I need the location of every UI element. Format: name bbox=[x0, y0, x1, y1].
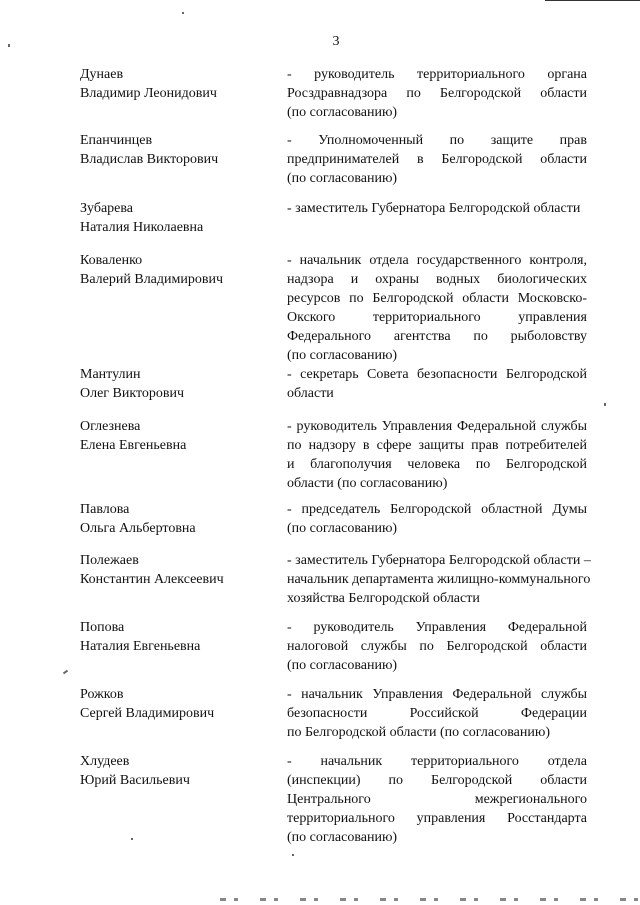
position-line: - начальник отдела государственного контроля, bbox=[287, 253, 587, 268]
member-given-names: Валерий Владимирович bbox=[80, 272, 224, 287]
member-position bbox=[287, 551, 591, 608]
member-surname: Коваленко bbox=[80, 253, 143, 268]
member-given-names: Юрий Васильевич bbox=[80, 773, 190, 788]
position-line: (по согласованию) bbox=[287, 348, 398, 363]
member-position bbox=[287, 251, 587, 365]
position-line: (инспекции) по Белгородской области bbox=[287, 773, 587, 788]
member-name bbox=[80, 752, 270, 790]
member-position bbox=[287, 199, 587, 218]
member-given-names: Владимир Леонидович bbox=[80, 86, 217, 101]
position-line: - руководитель территориального органа bbox=[287, 67, 587, 82]
member-surname: Оглезнева bbox=[80, 419, 141, 434]
position-line: - заместитель Губернатора Белгородской области bbox=[287, 201, 581, 216]
member-position bbox=[287, 752, 587, 847]
bottom-scan-noise bbox=[220, 898, 640, 901]
member-given-names: Олег Викторович bbox=[80, 386, 185, 401]
member-given-names: Константин Алексеевич bbox=[80, 572, 224, 587]
member-name bbox=[80, 365, 270, 403]
member-surname: Дунаев bbox=[80, 67, 124, 82]
member-position bbox=[287, 618, 587, 675]
member-name bbox=[80, 551, 270, 589]
member-position bbox=[287, 685, 587, 742]
member-surname: Мантулин bbox=[80, 367, 141, 382]
member-name bbox=[80, 417, 270, 455]
position-line: и благополучия человека по Белгородской bbox=[287, 457, 587, 472]
member-name bbox=[80, 685, 270, 723]
member-position bbox=[287, 365, 587, 403]
member-name bbox=[80, 131, 270, 169]
position-line: по надзору в сфере защиты прав потребителей bbox=[287, 438, 587, 453]
member-surname: Павлова bbox=[80, 502, 130, 517]
scan-speck bbox=[182, 12, 184, 14]
member-name bbox=[80, 251, 270, 289]
member-surname: Полежаев bbox=[80, 553, 139, 568]
member-given-names: Владислав Викторович bbox=[80, 152, 219, 167]
member-surname: Хлудеев bbox=[80, 754, 130, 769]
member-position bbox=[287, 131, 587, 188]
member-given-names: Сергей Владимирович bbox=[80, 706, 215, 721]
member-given-names: Наталия Евгеньевна bbox=[80, 639, 201, 654]
member-given-names: Елена Евгеньевна bbox=[80, 438, 187, 453]
position-line: предпринимателей в Белгородской области bbox=[287, 152, 587, 167]
member-name bbox=[80, 199, 270, 237]
member-position bbox=[287, 417, 587, 493]
position-line: области bbox=[287, 386, 334, 401]
position-line: Федерального агентства по рыболовству bbox=[287, 329, 587, 344]
position-line: (по согласованию) bbox=[287, 830, 398, 845]
position-line: (по согласованию) bbox=[287, 658, 398, 673]
member-position bbox=[287, 65, 587, 122]
position-line: - руководитель Управления Федеральной службы bbox=[287, 419, 587, 434]
position-line: территориального управления Росстандарта bbox=[287, 811, 587, 826]
position-line: - председатель Белгородской областной Думы bbox=[287, 502, 587, 517]
member-position bbox=[287, 500, 587, 538]
member-surname: Епанчинцев bbox=[80, 133, 153, 148]
position-line: ресурсов по Белгородской области Московско- bbox=[287, 291, 587, 306]
member-name bbox=[80, 618, 270, 656]
position-line: (по согласованию) bbox=[287, 521, 398, 536]
member-name bbox=[80, 65, 270, 103]
position-line: Центрального межрегионального bbox=[287, 792, 587, 807]
member-given-names: Ольга Альбертовна bbox=[80, 521, 196, 536]
position-line: - начальник Управления Федеральной службы bbox=[287, 687, 587, 702]
position-line: налоговой службы по Белгородской области bbox=[287, 639, 587, 654]
member-given-names: Наталия Николаевна bbox=[80, 220, 204, 235]
position-line: - руководитель Управления Федеральной bbox=[287, 620, 587, 635]
scan-speck bbox=[63, 670, 68, 675]
position-line: начальник департамента жилищно-коммунального bbox=[287, 572, 591, 587]
member-surname: Рожков bbox=[80, 687, 124, 702]
member-name bbox=[80, 500, 270, 538]
scan-speck bbox=[292, 854, 294, 856]
page-number: 3 bbox=[332, 34, 340, 49]
position-line: по Белгородской области (по согласованию) bbox=[287, 725, 550, 740]
position-line: хозяйства Белгородской области bbox=[287, 591, 480, 606]
scan-speck bbox=[131, 838, 133, 840]
position-line: надзора и охраны водных биологических bbox=[287, 272, 587, 287]
position-line: области (по согласованию) bbox=[287, 476, 448, 491]
member-surname: Попова bbox=[80, 620, 125, 635]
top-edge-rule bbox=[545, 0, 640, 1]
position-line: безопасности Российской Федерации bbox=[287, 706, 587, 721]
position-line: Росздравнадзора по Белгородской области bbox=[287, 86, 587, 101]
member-surname: Зубарева bbox=[80, 201, 134, 216]
position-line: Окского территориального управления bbox=[287, 310, 587, 325]
position-line: (по согласованию) bbox=[287, 105, 398, 120]
position-line: (по согласованию) bbox=[287, 171, 398, 186]
scan-speck bbox=[604, 403, 606, 406]
position-line: - секретарь Совета безопасности Белгородской bbox=[287, 367, 587, 382]
position-line: - начальник территориального отдела bbox=[287, 754, 587, 769]
position-line: - Уполномоченный по защите прав bbox=[287, 133, 587, 148]
position-line: - заместитель Губернатора Белгородской области – bbox=[287, 553, 591, 568]
